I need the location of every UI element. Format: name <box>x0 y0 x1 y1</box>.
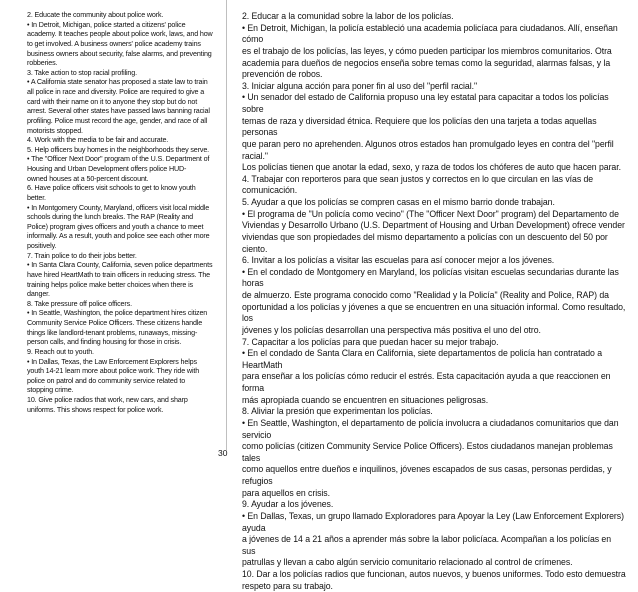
english-text-line: youth 14-21 learn more about police work. They ride with <box>27 366 200 376</box>
english-text-line: academy. It teaches people about police work, laws, and how <box>27 29 213 39</box>
english-text-line: informally. As a result, youth and police see each other more <box>27 231 210 241</box>
spanish-text-line: • En el condado de Santa Clara en California, siete departamentos de policía han contratado a HeartMath <box>242 348 603 370</box>
english-text-line: Police) program gives officers and youth a chance to meet <box>27 221 204 231</box>
english-text-line: Housing and Urban Development offers police HUD- <box>27 164 187 173</box>
english-text-line: 6. Have police officers visit schools to get to know youth <box>27 183 196 193</box>
spanish-text-line: que paran pero no aprehenden. Algunos otros estados han promulgado leyes en contra del "perfil racial." <box>242 138 614 161</box>
spanish-text-line: comunicación. <box>242 185 298 196</box>
english-text-line: • In Detroit, Michigan, police started a citizens' police <box>27 19 186 29</box>
english-text-line: all police in race and diversity. Police are required to give a <box>27 87 205 96</box>
spanish-column <box>242 11 626 592</box>
spanish-text-line: respeto para su trabajo. <box>242 580 333 591</box>
english-text-line: better. <box>27 192 46 202</box>
spanish-text-line: es el trabajo de los policías, las leyes, y cómo pueden participar los miembros comunitarios. Otra <box>242 45 612 56</box>
spanish-text-line: jóvenes y los policías desarrollan una perspectiva más positiva el uno del otro. <box>242 324 541 335</box>
spanish-text-line: • En Dallas, Texas, un grupo llamado Exploradores para Apoyar la Ley (Law Enforcement Explorers) ayuda <box>242 510 624 533</box>
english-text-line: • In Dallas, Texas, the Law Enforcement Explorers helps <box>27 356 197 366</box>
spanish-text-line: 5. Ayudar a que los policías se compren casas en el mismo barrio donde trabajan. <box>242 197 555 207</box>
spanish-text-line: viviendas que son propiedades del mismo departamento a policías con un descuento del 50 por ciento. <box>242 231 608 254</box>
english-text-line: arrest. Several other states have passed laws banning racial <box>27 106 210 116</box>
spanish-text-line: academia para dueños de negocios enseña sobre temas como la seguridad, alarmas falsas, y la <box>242 57 611 68</box>
english-text-line: 8. Take pressure off police officers. <box>27 298 132 308</box>
english-text-line: training helps police make better choices when there is <box>27 279 194 289</box>
english-text-line: • The "Officer Next Door" program of the U.S. Department of <box>27 154 210 164</box>
english-text-line: • In Santa Clara County, California, seven police departments <box>27 260 213 270</box>
english-text-line: positively. <box>27 241 57 250</box>
english-text-line: Community Service Police Officers. These citizens handle <box>27 318 203 327</box>
english-text-line: card with their name on it to anyone they stop but do not <box>27 96 198 106</box>
english-text-line: 3. Take action to stop racial profiling. <box>27 67 137 77</box>
english-text-line: • A California state senator has proposed a state law to train <box>27 77 208 87</box>
english-text-line: to get involved. A business owners' police academy trains <box>27 38 201 48</box>
spanish-text-line: temas de raza y diversidad étnica. Requiere que los policías den una tarjeta a todas aquellas personas <box>242 115 597 138</box>
english-text-line: danger. <box>27 289 50 299</box>
spanish-text-line: patrullas y llevan a cabo algún servicio comunitario relacionado al control de crímenes. <box>242 557 573 568</box>
english-text-line: schools during the lunch breaks. The RAP (Reality and <box>27 212 194 222</box>
spanish-text-line: 8. Aliviar la presión que experimentan los policías. <box>242 406 433 417</box>
spanish-text-line: 9. Ayudar a los jóvenes. <box>242 499 334 510</box>
english-text-line: things like landlord-tenant problems, runaways, missing- <box>27 327 198 337</box>
english-text-line: have hired HeartMath to train officers in reducing stress. The <box>27 269 211 279</box>
english-text-line: uniforms. This shows respect for police work. <box>27 404 164 414</box>
column-divider <box>226 0 227 450</box>
spanish-text-line: 6. Invitar a los policías a visitar las escuelas para así conocer mejor a los jóvenes. <box>242 255 555 266</box>
english-column <box>27 10 213 414</box>
spanish-text-line: prevención de robos. <box>242 69 323 80</box>
spanish-text-line: de almuerzo. Este programa conocido como "Realidad y la Policía" (Reality and Police, RAP) da <box>242 290 609 300</box>
english-text-line: stopping crime. <box>27 385 74 395</box>
spanish-text-line: • En el condado de Montgomery en Maryland, los policías visitan escuelas secundarias durante las horas <box>242 266 619 289</box>
spanish-text-line: 7. Capacitar a los policías para que puedan hacer su mejor trabajo. <box>242 336 499 347</box>
spanish-text-line: • En Detroit, Michigan, la policía estableció una academia policíaca para ciudadanos. Allí, enseñan cómo <box>242 22 618 45</box>
english-text-line: 7. Train police to do their jobs better. <box>27 250 137 260</box>
spanish-text-line: como aquellos entre dueños e inquilinos, jóvenes escapados de sus casas, personas perdidas, y refugios <box>242 464 612 486</box>
spanish-text-line: 2. Educar a la comunidad sobre la labor de los policías. <box>242 11 454 21</box>
english-text-line: • In Montgomery County, Maryland, officers visit local middle <box>27 202 210 212</box>
spanish-text-line: 3. Iniciar alguna acción para poner fin al uso del "perfil racial." <box>242 80 478 91</box>
english-text-line: robberies. <box>27 58 58 68</box>
english-text-line: 2. Educate the community about police work. <box>27 10 164 19</box>
english-text-line: 5. Help officers buy homes in the neighborhoods they serve. <box>27 144 210 154</box>
spanish-text-line: más apropiada cuando se encuentren en situaciones peligrosas. <box>242 394 489 405</box>
spanish-text-line: • En Seattle, Washington, el departamento de policía involucra a ciudadanos comunitarios que dan servicio <box>242 417 619 440</box>
spanish-text-line: Los policías tienen que anotar la edad, sexo, y raza de todos los chóferes de auto que hacen parar. <box>242 162 621 173</box>
english-text-line: owned houses at a 50-percent discount. <box>27 173 149 183</box>
english-text-line: profiling. Police must record the age, gender, and race of all <box>27 115 208 125</box>
english-text-line: business owners about security, false alarms, and preventing <box>27 48 212 58</box>
english-text-line: 4. Work with the media to be fair and accurate. <box>27 135 169 145</box>
spanish-text-line: a jóvenes de 14 a 21 años a aprender más sobre la labor policíaca. Acompañan a los policías en sus <box>242 534 612 556</box>
spanish-text-line: 10. Dar a los policías radios que funcionan, autos nuevos, y buenos uniformes. Todo esto demuestra <box>242 569 626 579</box>
english-text-line: person calls, and finding housing for those in crisis. <box>27 337 182 347</box>
spanish-text-line: 4. Trabajar con reporteros para que sean justos y correctos en lo que circulan en las vías de <box>242 173 594 184</box>
spanish-text-line: Viviendas y Desarrollo Urbano (U.S. Department of Housing and Urban Development) ofrece vender <box>242 220 625 231</box>
spanish-text-line: como policías (citizen Community Service Police Officers). Estos ciudadanos manejan problemas tales <box>242 441 613 463</box>
english-text-line: 9. Reach out to youth. <box>27 346 94 356</box>
spanish-text-line: oportunidad a los policías y jóvenes a que se encuentren en una situación informal. Como resultado, los <box>242 301 626 324</box>
spanish-text-line: • Un senador del estado de California propuso una ley estatal para capacitar a todos los policías sobre <box>242 92 609 114</box>
english-text-line: 10. Give police radios that work, new cars, and sharp <box>27 395 188 404</box>
spanish-text-line: para enseñar a los policías cómo reducir el estrés. Esta capacitación ayuda a que reaccionen en forma <box>242 371 611 393</box>
spanish-text-line: para aquellos en crisis. <box>242 487 330 498</box>
english-text-line: • In Seattle, Washington, the police department hires citizen <box>27 308 208 318</box>
english-text-line: police on patrol and do community service related to <box>27 375 186 385</box>
english-text-line: motorists stopped. <box>27 125 83 135</box>
spanish-text-line: • El programa de "Un policía como vecino" (The "Officer Next Door" program) del Departamento de <box>242 208 619 219</box>
page-number: 30 <box>218 448 228 458</box>
